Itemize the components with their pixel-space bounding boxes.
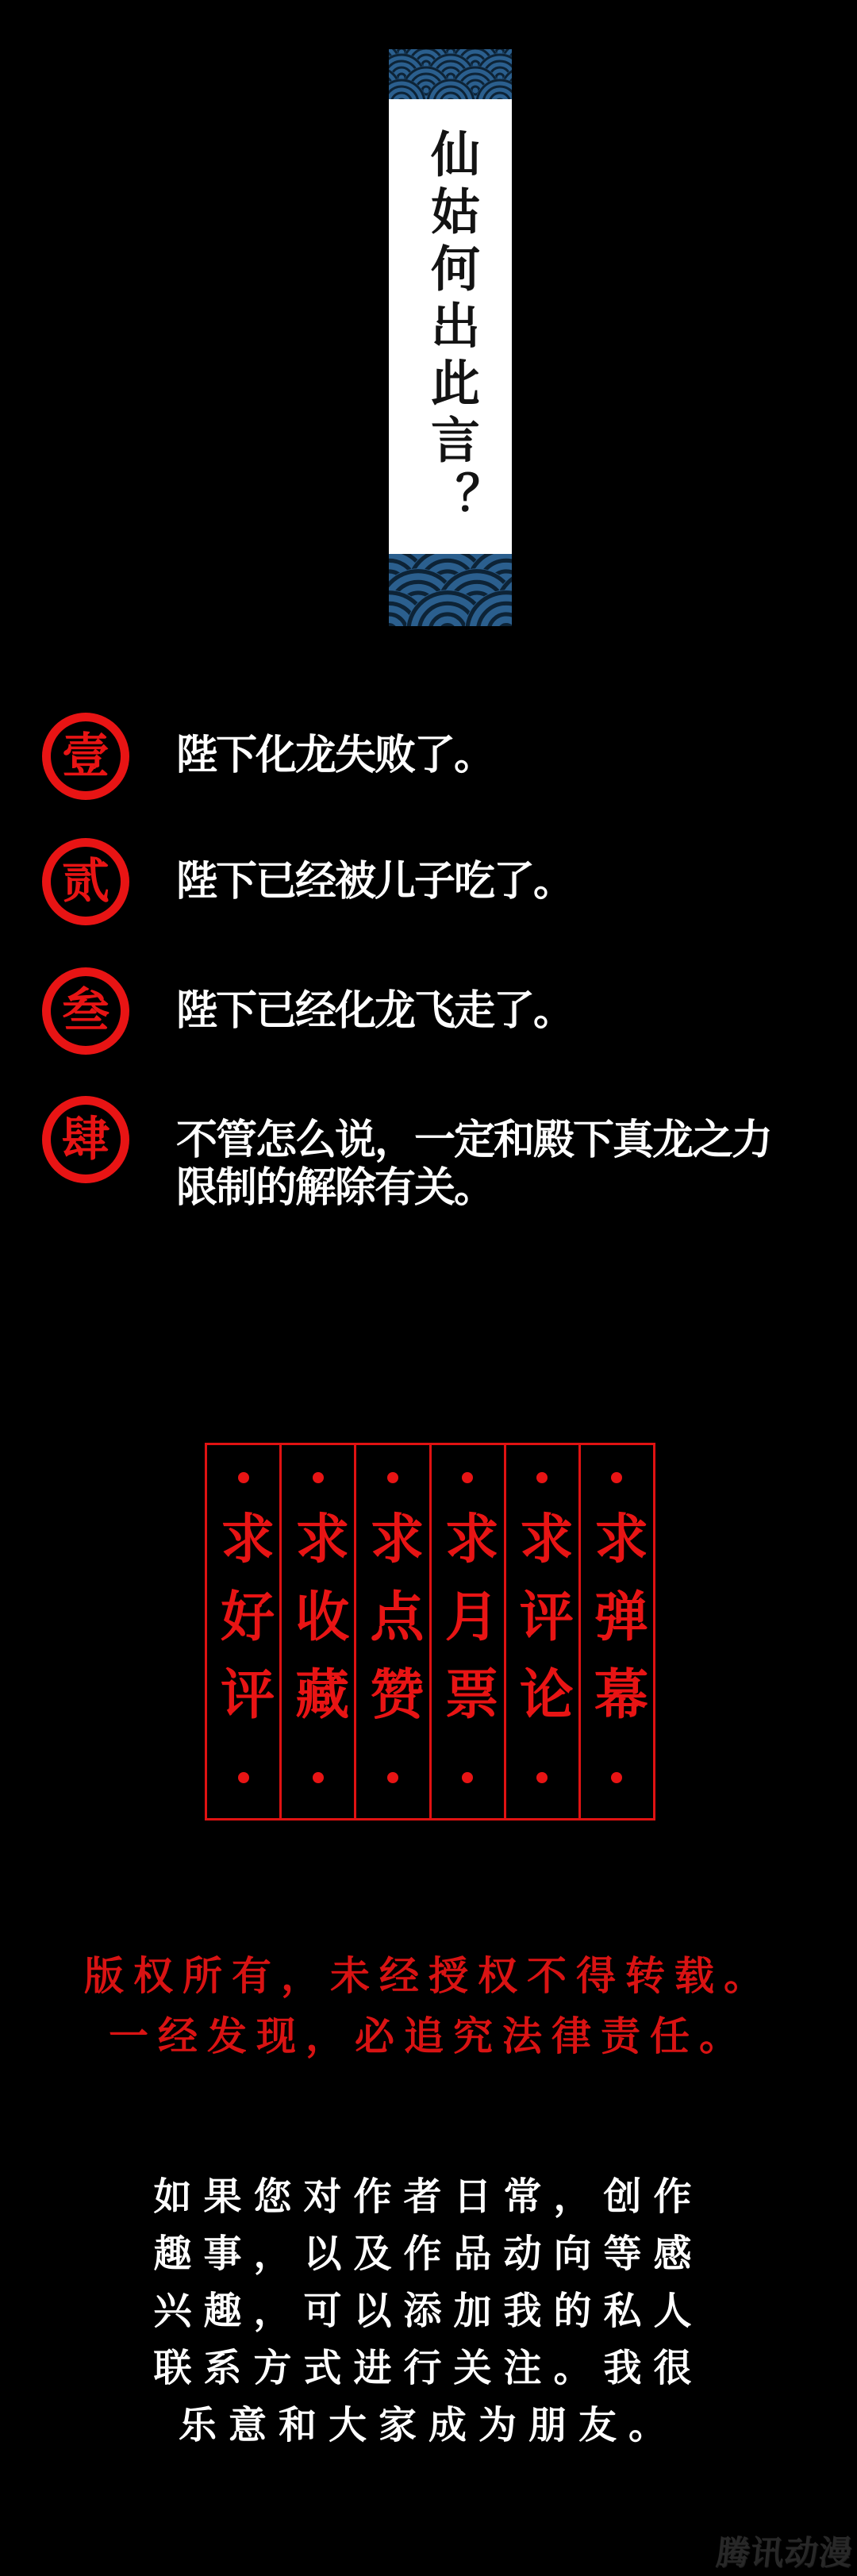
dot-ornament (238, 1472, 249, 1483)
appeal-label: 求评论 (510, 1510, 575, 1744)
title-scroll-banner (389, 49, 512, 626)
copyright-line-1: 版权所有，未经授权不得转载。 (84, 1952, 773, 1999)
appeal-column-comment (504, 1445, 578, 1818)
appeal-column-monthly-ticket (429, 1445, 504, 1818)
option-4-text-line-1: 不管怎么说，一定和殿下真龙之力 (176, 1117, 772, 1163)
option-1-number-badge (42, 713, 129, 800)
option-4-number-badge (42, 1096, 129, 1183)
option-2-text: 陛下已经被儿子吃了。 (176, 859, 574, 905)
dot-ornament (611, 1472, 622, 1483)
appeal-column-good-review (207, 1445, 279, 1818)
author-note (0, 2168, 857, 2454)
appeal-column-collect (279, 1445, 354, 1818)
option-1-text: 陛下化龙失败了。 (176, 732, 494, 779)
option-2-number: 贰 (62, 854, 110, 909)
tencent-comics-watermark: 腾讯动漫 (714, 2534, 855, 2571)
author-note-line-1: 如果您对作者日常，创作 (153, 2174, 704, 2219)
copyright-line-2: 一经发现，必追究法律责任。 (109, 2013, 748, 2059)
dot-ornament (462, 1472, 473, 1483)
appeal-label: 求好评 (211, 1510, 275, 1744)
appeal-banner-table (205, 1443, 655, 1821)
dot-ornament (313, 1472, 324, 1483)
author-note-line-2: 趣事，以及作品动向等感 (153, 2232, 704, 2276)
appeal-label: 求点赞 (360, 1510, 425, 1744)
author-note-line-5: 乐意和大家成为朋友。 (178, 2403, 678, 2447)
option-3-number: 叁 (62, 983, 110, 1039)
author-note-line-4: 联系方式进行关注。我很 (153, 2346, 704, 2390)
option-3-number-badge (42, 967, 129, 1055)
wave-pattern-bottom (389, 554, 512, 626)
option-3-text: 陛下已经化龙飞走了。 (176, 988, 574, 1034)
dot-ornament (313, 1772, 324, 1783)
option-4-text-line-2: 限制的解除有关。 (176, 1165, 494, 1211)
dot-ornament (536, 1472, 548, 1483)
dot-ornament (387, 1472, 398, 1483)
appeal-label: 求收藏 (286, 1510, 350, 1744)
appeal-label: 求月票 (436, 1510, 500, 1744)
dot-ornament (462, 1772, 473, 1783)
dot-ornament (387, 1772, 398, 1783)
appeal-label: 求弹幕 (585, 1510, 649, 1744)
appeal-column-danmaku (578, 1445, 653, 1818)
option-2-number-badge (42, 838, 129, 925)
option-4-text (176, 1117, 771, 1212)
appeal-column-like (354, 1445, 428, 1818)
option-4-number: 肆 (62, 1112, 110, 1167)
dot-ornament (238, 1772, 249, 1783)
option-1-number: 壹 (62, 729, 110, 784)
author-note-line-3: 兴趣，可以添加我的私人 (153, 2289, 704, 2333)
dot-ornament (536, 1772, 548, 1783)
wave-pattern-top (389, 49, 512, 99)
banner-title-vertical-text: 仙姑何出此言？ (423, 129, 478, 529)
dot-ornament (611, 1772, 622, 1783)
